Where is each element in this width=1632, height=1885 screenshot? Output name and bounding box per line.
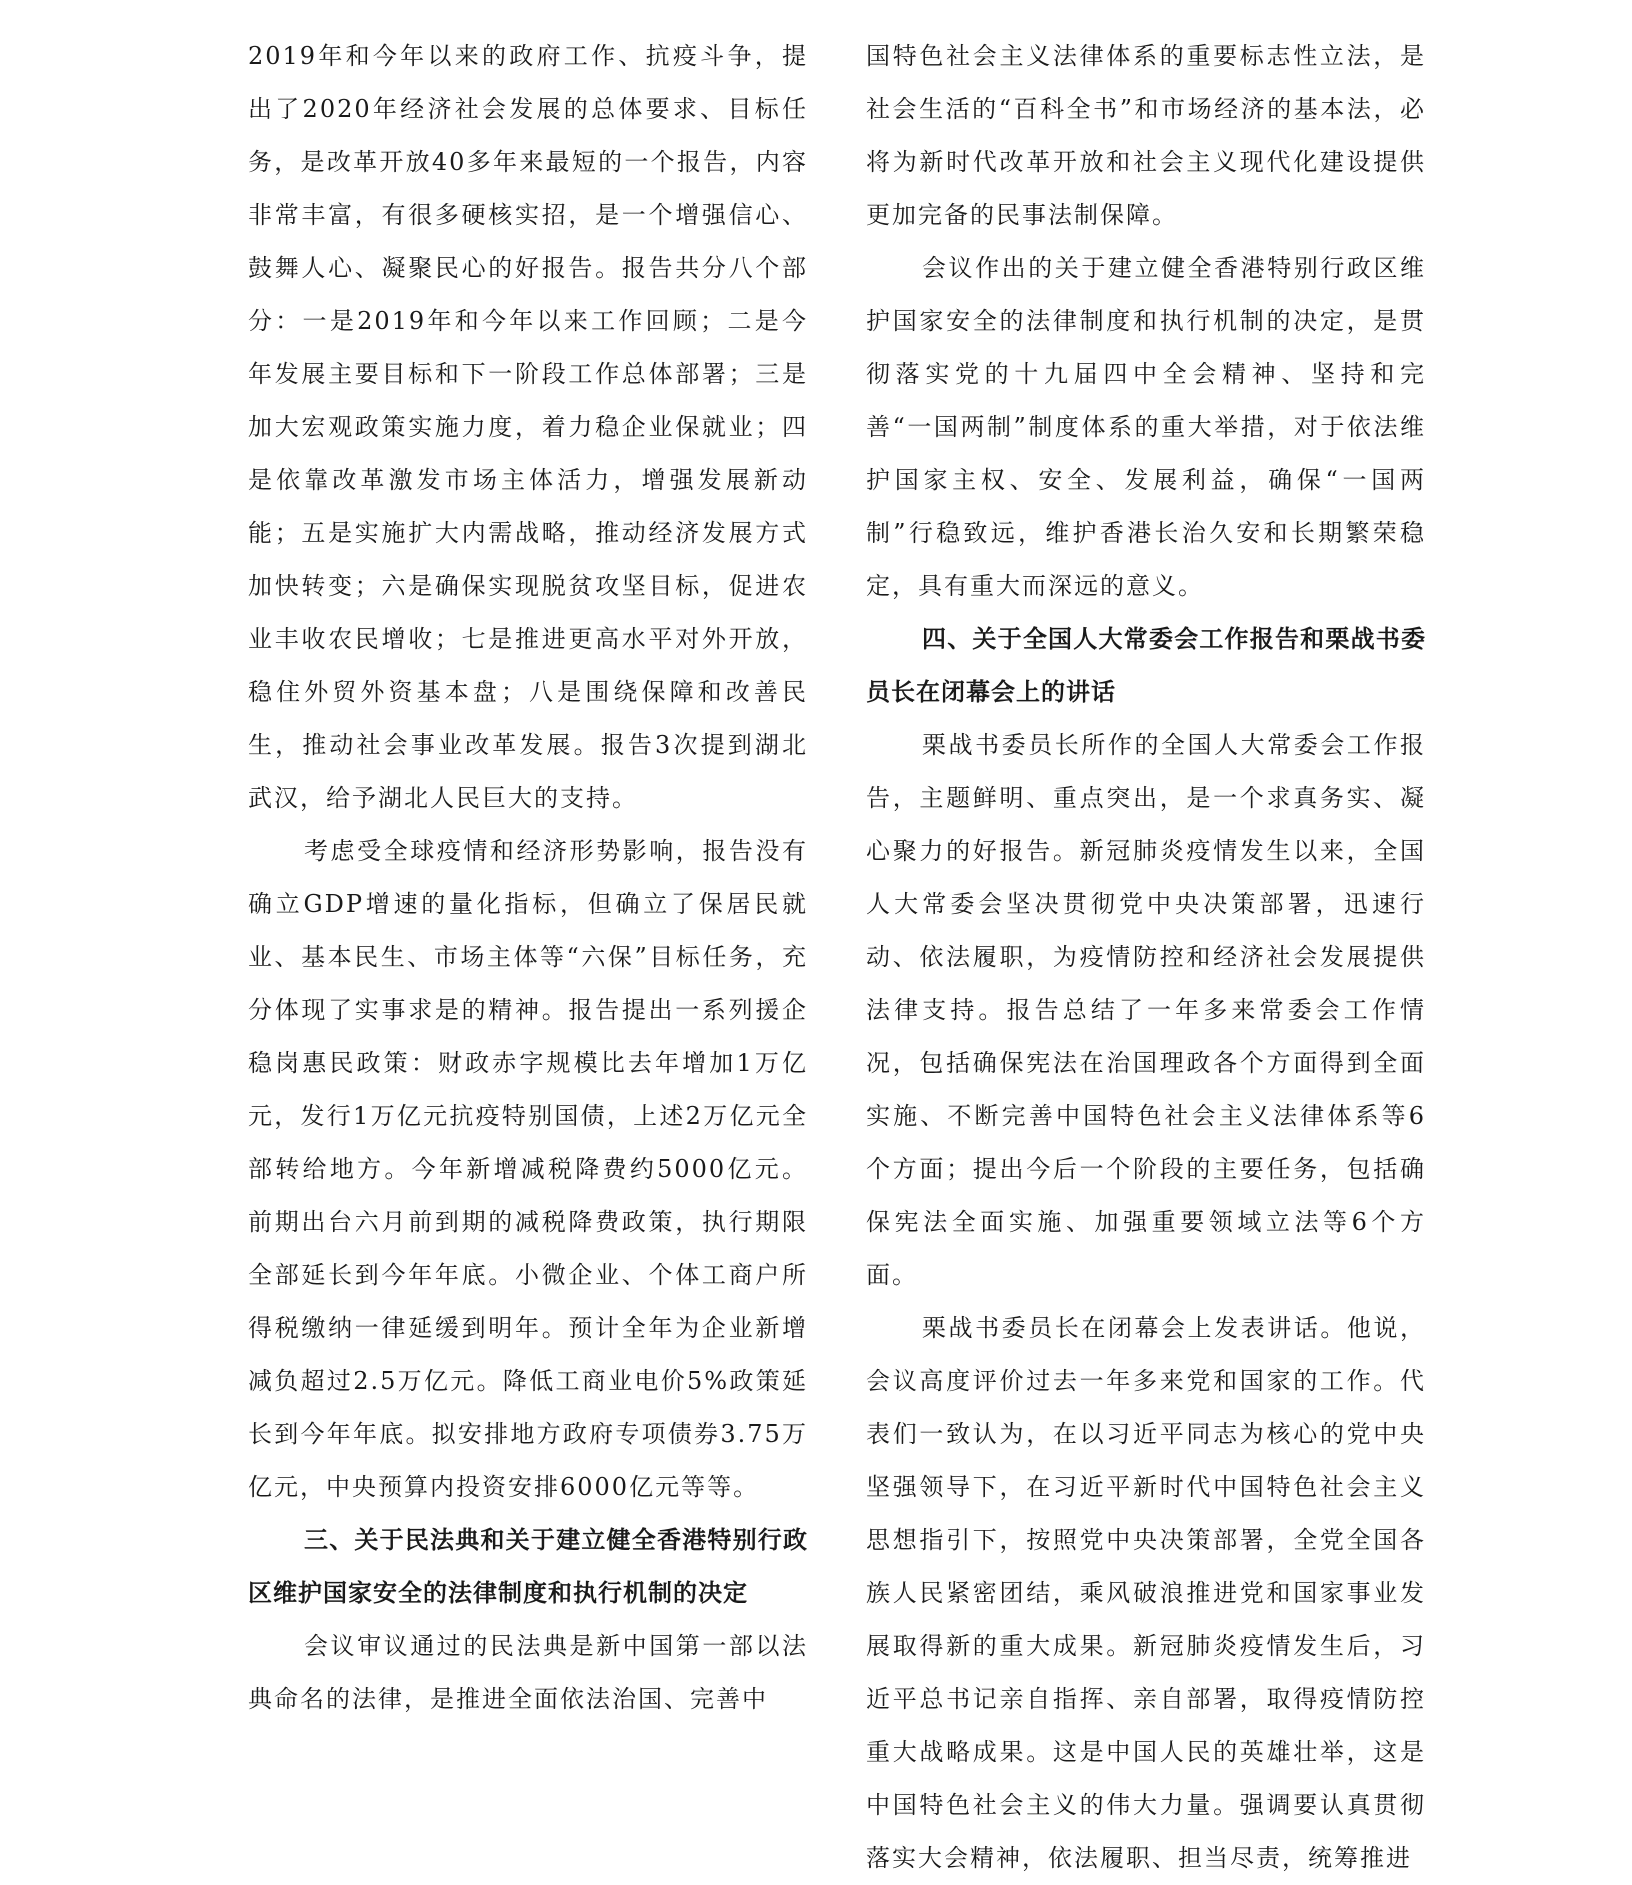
paragraph-civil-code-continued: 国特色社会主义法律体系的重要标志性立法，是社会生活的“百科全书”和市场经济的基本法，必将为新时代改革开放和社会主义现代化建设提供更加完备的民事法制保障。	[866, 42, 1426, 229]
left-column	[248, 30, 808, 1726]
right-column	[866, 30, 1426, 1885]
paragraph-six-guarantees: 考虑受全球疫情和经济形势影响，报告没有确立GDP增速的量化指标，但确立了保居民就业、基本民生、市场主体等“六保”目标任务，充分体现了实事求是的精神。报告提出一系列援企稳岗惠民政策：财政赤字规模比去年增加1万亿元，发行1万亿元抗疫特别国债，上述2万亿元全部转给地方。今年新增减税降费约5000亿元。前期出台六月前到期的减税降费政策，执行期限全部延长到今年年底。小微企业、个体工商户所得税缴纳一律延缓到明年。预计全年为企业新增减负超过2.5万亿元。降低工商业电价5%政策延长到今年年底。拟安排地方政府专项债券3.75万亿元，中央预算内投资安排6000亿元等等。	[248, 837, 808, 1501]
paragraph-closing-speech: 栗战书委员长在闭幕会上发表讲话。他说，会议高度评价过去一年多来党和国家的工作。代表们一致认为，在以习近平同志为核心的党中央坚强领导下，在习近平新时代中国特色社会主义思想指引下，按照党中央决策部署，全党全国各族人民紧密团结，乘风破浪推进党和国家事业发展取得新的重大成果。新冠肺炎疫情发生后，习近平总书记亲自指挥、亲自部署，取得疫情防控重大战略成果。这是中国人民的英雄壮举，这是中国特色社会主义的伟大力量。强调要认真贯彻落实大会精神，依法履职、担当尽责，统筹推进	[866, 1314, 1426, 1872]
paragraph-civil-code: 会议审议通过的民法典是新中国第一部以法典命名的法律，是推进全面依法治国、完善中	[248, 1632, 808, 1713]
paragraph-government-report-summary: 2019年和今年以来的政府工作、抗疫斗争，提出了2020年经济社会发展的总体要求、目标任务，是改革开放40多年来最短的一个报告，内容非常丰富，有很多硬核实招，是一个增强信心、鼓舞人心、凝聚民心的好报告。报告共分八个部分：一是2019年和今年以来工作回顾；二是今年发展主要目标和下一阶段工作总体部署；三是加大宏观政策实施力度，着力稳企业保就业；四是依靠改革激发市场主体活力，增强发展新动能；五是实施扩大内需战略，推动经济发展方式加快转变；六是确保实现脱贫攻坚目标，促进农业丰收农民增收；七是推进更高水平对外开放，稳住外贸外资基本盘；八是围绕保障和改善民生，推动社会事业改革发展。报告3次提到湖北武汉，给予湖北人民巨大的支持。	[248, 42, 808, 812]
paragraph-npc-standing-committee-report: 栗战书委员长所作的全国人大常委会工作报告，主题鲜明、重点突出，是一个求真务实、凝心聚力的好报告。新冠肺炎疫情发生以来，全国人大常委会坚决贯彻党中央决策部署，迅速行动、依法履职，为疫情防控和经济社会发展提供法律支持。报告总结了一年多来常委会工作情况，包括确保宪法在治国理政各个方面得到全面实施、不断完善中国特色社会主义法律体系等6个方面；提出今后一个阶段的主要任务，包括确保宪法全面实施、加强重要领域立法等6个方面。	[866, 731, 1426, 1289]
section-heading-four: 四、关于全国人大常委会工作报告和栗战书委员长在闭幕会上的讲话	[866, 625, 1426, 706]
paragraph-hong-kong-decision: 会议作出的关于建立健全香港特别行政区维护国家安全的法律制度和执行机制的决定，是贯彻落实党的十九届四中全会精神、坚持和完善“一国两制”制度体系的重大举措，对于依法维护国家主权、安全、发展利益，确保“一国两制”行稳致远，维护香港长治久安和长期繁荣稳定，具有重大而深远的意义。	[866, 254, 1426, 600]
section-heading-three: 三、关于民法典和关于建立健全香港特别行政区维护国家安全的法律制度和执行机制的决定	[248, 1526, 808, 1607]
